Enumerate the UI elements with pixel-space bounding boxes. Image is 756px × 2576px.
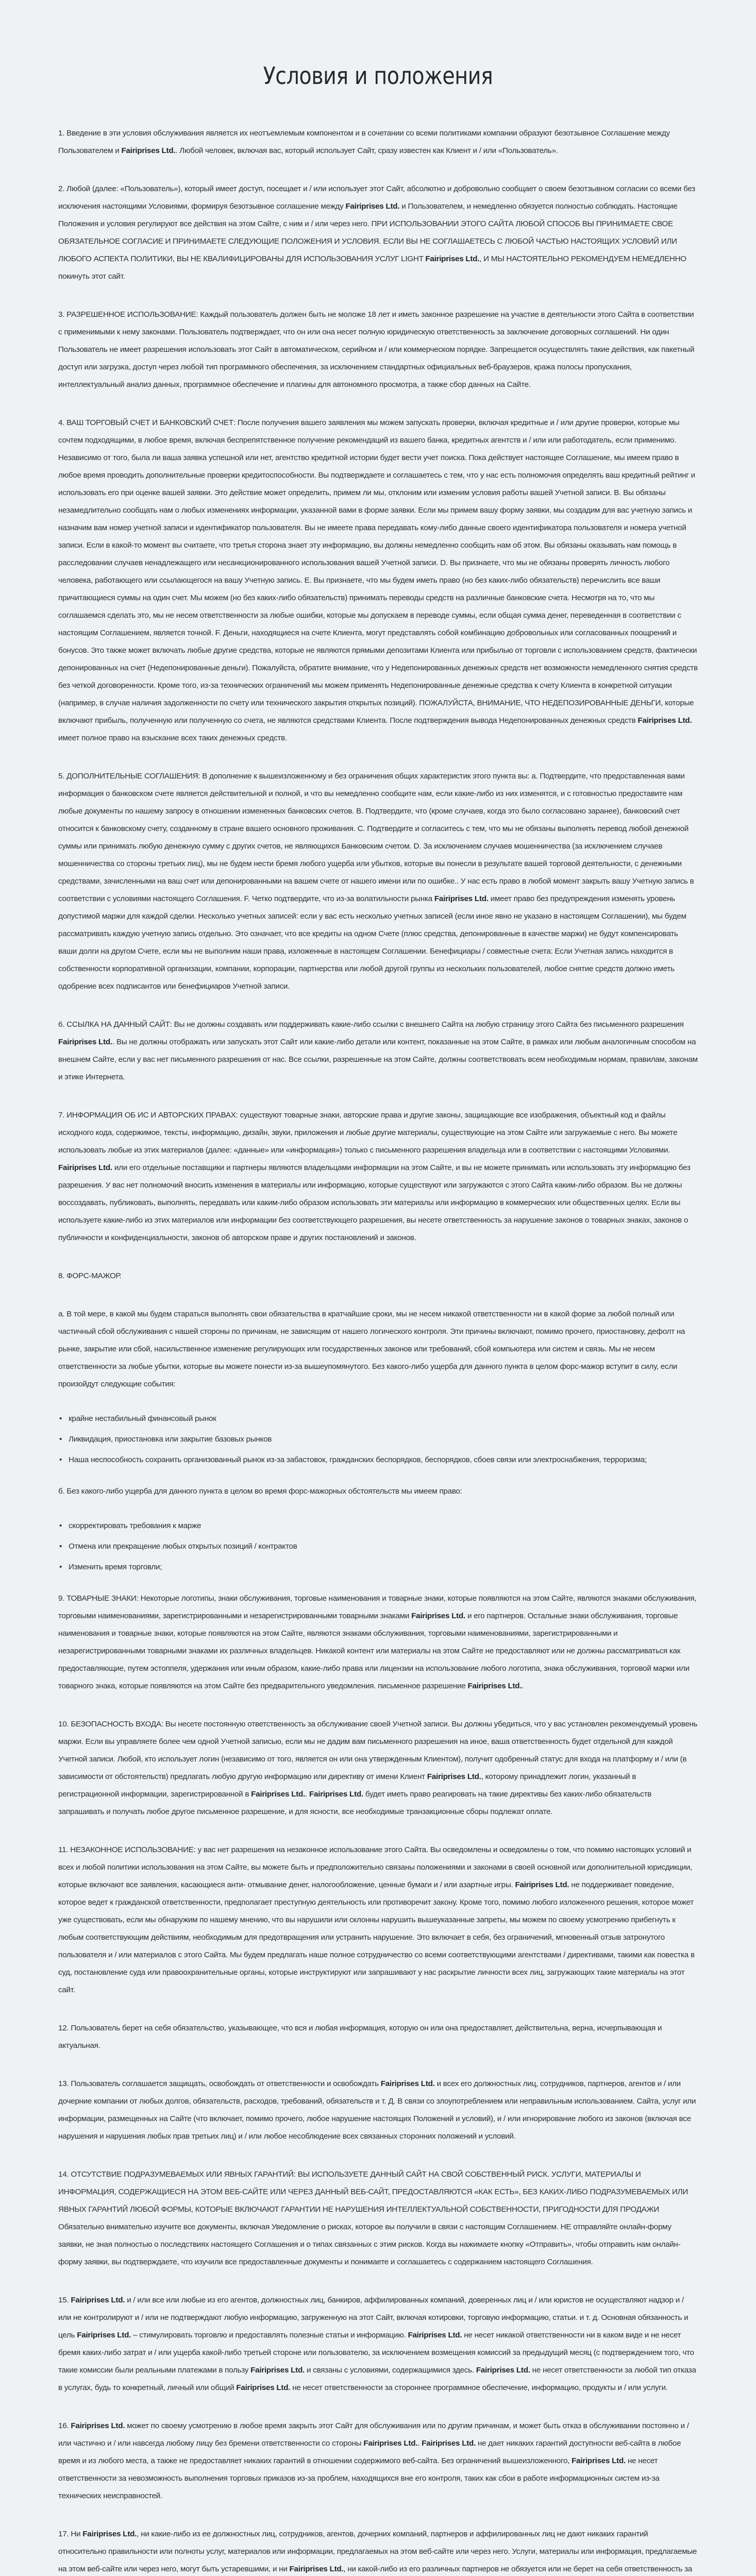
paragraph-text: не несет никакой ответственности ни в каком виде и не несет бремя каких-либо затрат и / или ущерба какой-либо третьей стороне или пользователю, за исключением возмещения комиссий за предыдущий месяц (с подтверждением того, что такие комиссии были реальными платежами в пользу <box>58 2331 694 2375</box>
terms-paragraph <box>58 2020 698 2055</box>
terms-paragraph <box>58 2526 698 2576</box>
terms-paragraph <box>58 2166 698 2271</box>
bullet-list <box>58 1414 698 1465</box>
company-name: Fairiprises Ltd. <box>408 2331 462 2340</box>
company-name: Fairiprises Ltd. <box>251 1790 306 1799</box>
company-name: Fairiprises Ltd. <box>411 1612 465 1620</box>
company-name: Fairiprises Ltd. <box>236 2383 291 2392</box>
company-name: Fairiprises Ltd. <box>289 2565 344 2573</box>
terms-paragraph <box>58 2292 698 2397</box>
paragraph-text: 14. ОТСУТСТВИЕ ПОДРАЗУМЕВАЕМЫХ ИЛИ ЯВНЫХ ГАРАНТИЙ: ВЫ ИСПОЛЬЗУЕТЕ ДАННЫЙ САЙТ НА СВОЙ СОБСТВЕННЫЙ РИСК. УСЛУГИ, МАТЕРИАЛЫ И ИНФОРМАЦИЯ, СОДЕРЖАЩИЕСЯ НА ЭТОМ ВЕБ-САЙТЕ ИЛИ ЧЕРЕЗ ДАННЫЙ ВЕБ-САЙТ, ПРЕДОСТАВЛЯЮТСЯ «КАК ЕСТЬ», БЕЗ КАКИХ-ЛИБО ПОДРАЗУМЕВАЕМЫХ ИЛИ ЯВНЫХ ГАРАНТИЙ ЛЮБОЙ ФОРМЫ, КОТОРЫЕ ВКЛЮЧАЮТ ГАРАНТИИ НЕ НАРУШЕНИЯ ИНТЕЛЛЕКТУАЛЬНОЙ СОБСТВЕННОСТИ, ПРИГОДНОСТИ ДЛЯ ПРОДАЖИ Обязательно внимательно изучите все документы, включая Уведомление о рисках, которое вы получили в связи с настоящим Соглашением. НЕ отправляйте онлайн-форму заявки, не зная полностью о последствиях настоящего Соглашения и о типах связанных с этим рисков. Когда вы нажимаете кнопку «Отправить», чтобы отправить нам онлайн-форму заявки, вы подтверждаете, что изучили все предоставленные документы и понимаете и соглашаетесь с содержанием настоящего Соглашения. <box>58 2170 688 2266</box>
list-item: • Наша неспособность сохранить организованный рынок из-за забастовок, гражданских беспорядков, беспорядков, сбоев связи или электроснабжения, терроризма; <box>69 1455 698 1465</box>
page-title: Условия и положения <box>263 62 493 90</box>
terms-paragraph <box>58 125 698 160</box>
terms-paragraph <box>58 2417 698 2505</box>
terms-paragraph <box>58 1716 698 1821</box>
paragraph-text: , которому принадлежит логин, указанный в регистрационной информации, зарегистрированной в <box>58 1772 636 1799</box>
company-name: Fairiprises Ltd. <box>467 1682 522 1690</box>
paragraph-text: 13. Пользователь соглашается защищать, освобождать от ответственности и освобождать <box>58 2079 381 2088</box>
bullet-list <box>58 1521 698 1572</box>
company-name: Fairiprises Ltd. <box>345 202 400 211</box>
terms-paragraph <box>58 1590 698 1695</box>
paragraph-text: . <box>522 1682 524 1690</box>
paragraph-text: 6. ССЫЛКА НА ДАННЫЙ САЙТ: Вы не должны создавать или поддерживать какие-либо ссылки с внешнего Сайта на любую страницу этого Сайта без письменного разрешения <box>58 1020 684 1029</box>
company-name: Fairiprises Ltd. <box>121 146 176 155</box>
company-name: Fairiprises Ltd. <box>380 2079 435 2088</box>
terms-paragraph <box>58 1267 698 1285</box>
company-name: Fairiprises Ltd. <box>363 2439 418 2448</box>
paragraph-text: не несет ответственности за стороннее программное обеспечение, информацию, продукты и / или услуги. <box>290 2383 668 2392</box>
company-name: Fairiprises Ltd. <box>515 1880 569 1889</box>
paragraph-text: и / или все или любые из его агентов, должностных лиц, банкиров, аффилированных компаний, доверенных лиц и / или юристов не осуществляют надзор и / или не контролируют и / или не подтверждают любую информацию, загруженную на этот Сайт, включая котировки, торговую информацию, статьи. и т. д. Основная обязанность и цель <box>58 2296 688 2340</box>
paragraph-text: 17. Ни <box>58 2530 83 2538</box>
terms-paragraph <box>58 306 698 394</box>
paragraph-text: 16. <box>58 2421 71 2430</box>
paragraph-text: 11. НЕЗАКОННОЕ ИСПОЛЬЗОВАНИЕ: у вас нет разрешения на незаконное использование этого Сайта. Вы осведомлены и осведомлены о том, что помимо настоящих условий и всех и любой политики использования на этом Сайте, вы можете быть и предположительно связаны положениями и законами в своей основной или дополнительной юрисдикции, которые включают все заявления, касающиеся анти- отмывание денег, налогообложение, ценные бумаги и / или азартные игры. <box>58 1845 693 1889</box>
paragraph-text: 7. ИНФОРМАЦИЯ ОБ ИС И АВТОРСКИХ ПРАВАХ: существуют товарные знаки, авторские права и другие законы, защищающие все изображения, объектный код и файлы исходного кода, содержимое, тексты, информацию, дизайн, звуки, приложения и любые другие материалы, существующие на этом Сайте или загружаемые с него. Вы можете использовать любые из этих материалов (далее: «данные» или «информация») только с письменного разрешения владельца или в соответствии с настоящими Условиями. <box>58 1111 678 1155</box>
company-name: Fairiprises Ltd. <box>434 894 489 903</box>
company-name: Fairiprises Ltd. <box>476 2366 530 2375</box>
paragraph-text: 1. Введение в эти условия обслуживания является их неотъемлемым компонентом и в сочетании со всеми политиками компании образуют безотзывное Соглашение между Пользователем и <box>58 129 670 155</box>
terms-paragraph <box>58 768 698 995</box>
paragraph-text: имеет полное право на взыскание всех таких денежных средств. <box>58 734 287 742</box>
paragraph-text: и связаны с условиями, содержащимися здесь. <box>304 2366 476 2375</box>
paragraph-text: 15. <box>58 2296 71 2304</box>
paragraph-text: и всех его должностных лиц, сотрудников, партнеров, агентов и / или дочерние компании от любых долгов, обязательств, расходов, требований, обязательств и т. Д. В связи со злоупотреблением или неправильным использованием. Сайта, услуг или информации, размещенных на Сайте (что включает, помимо прочего, любое нарушение настоящих Положений и условий), и / или игнорирование любого из законов (включая все нарушения и нарушения любых прав третьих лиц) и / или любое несоблюдение всех связанных сторонних положений и условий. <box>58 2079 696 2141</box>
terms-paragraph <box>58 1483 698 1500</box>
company-name: Fairiprises Ltd. <box>71 2296 125 2304</box>
company-name: Fairiprises Ltd. <box>637 716 692 725</box>
paragraph-text: и его партнеров. Остальные знаки обслуживания, торговые наименования и товарные знаки, которые появляются на этом Сайте, являются знаками обслуживания, торговыми наименованиями, зарегистрированными и незарегистрированными товарными знаками их различных владельцев. Никакой контент или материалы на этом Сайте не предоставляют или не должны рассматриваться как предоставляющие, путем эстоппеля, удержания или иным образом, какие-либо права или лицензии на использование любого логотипа, знака обслуживания, торговой марки или товарного знака, которые появляются на этом Сайте без предварительного уведомления. письменное разрешение <box>58 1612 690 1690</box>
terms-paragraph <box>58 2075 698 2145</box>
paragraph-text: . Любой человек, включая вас, который использует Сайт, сразу известен как Клиент и / или «Пользователь». <box>175 146 558 155</box>
paragraph-text: не несет ответственности за невозможность выполнения торговых приказов из-за проблем, находящихся вне его контроля, таких как сбои в работе информационных систем из-за технических неисправностей. <box>58 2456 660 2500</box>
paragraph-text: a. В той мере, в какой мы будем стараться выполнять свои обязательства в кратчайшие сроки, мы не несем никакой ответственности ни в какой форме за любой полный или частичный сбой обслуживания с нашей стороны по причинам, не зависящим от нашего логического контроля. Эти причины включают, помимо прочего, приостановку, дефолт на рынке, закрытие или сбой, насильственное изменение регулирующих или государственных законов или требований, сбой компьютера или систем и связь. Мы не несем ответственности за любые убытки, которые вы можете понести из-за вышеупомянутого. Без какого-либо ущерба для данного пункта в целом форс-мажор вступит в силу, если произойдут следующие события: <box>58 1310 685 1388</box>
company-name: Fairiprises Ltd. <box>82 2530 137 2538</box>
terms-paragraph <box>58 180 698 285</box>
paragraph-text: не поддерживает поведение, которое ведет к гражданской ответственности, предполагает преступную деятельность или противоречит закону. Кроме того, помимо любого изложенного решения, которое может уже существовать, если мы обнаружим по нашему мнению, что вы нарушили или склонны нарушить вышеуказанные запреты, мы можем по своему усмотрению прибегнуть к любым соответствующим действиям, необходимым для предотвращения или устранить нарушение. Это включает в себя, без ограничений, мгновенный отзыв затронутого пользователя и / или материалов с этого Сайта. Мы будем предлагать наше полное сотрудничество со всеми соответствующими агентствами / директивами, такими как повестка в суд, постановление суда или правоохранительные органы, которые инструктируют или запрашивают у нас раскрытие личности всех лиц, загружающих такие материалы на этот сайт. <box>58 1880 695 1994</box>
terms-paragraph <box>58 414 698 747</box>
paragraph-text: не несет ответственности за любой тип отказа в услугах, будь то конкретный, личный или общий <box>58 2366 696 2392</box>
paragraph-text: 9. ТОВАРНЫЕ ЗНАКИ: Некоторые логотипы, знаки обслуживания, торговые наименования и товарные знаки, которые появляются на этом Сайте, являются знаками обслуживания, торговыми наименованиями, зарегистрированными и незарегистрированными товарными знаками <box>58 1594 697 1620</box>
company-name: Fairiprises Ltd. <box>58 1163 112 1172</box>
company-name: Fairiprises Ltd. <box>422 2439 476 2448</box>
company-name: Fairiprises Ltd. <box>77 2331 131 2340</box>
paragraph-text: 10. БЕЗОПАСНОСТЬ ВХОДА: Вы несете постоянную ответственность за обслуживание своей Учетной записи. Вы должны убедиться, что у вас установлен рекомендуемый уровень маржи. Если вы управляете более чем одной Учетной записью, если мы не дадим вам письменного разрешения на иное, ваша ответственность будет отдельной для каждой Учетной записи. Любой, кто использует логин (независимо от того, является он или она утвержденным Клиентом), получит одобренный статус для входа на платформу и / или (в зависимости от обстоятельств) предлагать любую другую информацию или директиву от имени Клиент <box>58 1720 698 1781</box>
terms-body <box>58 125 698 2576</box>
paragraph-text: 3. РАЗРЕШЕННОЕ ИСПОЛЬЗОВАНИЕ: Каждый пользователь должен быть не моложе 18 лет и иметь законное разрешение на участие в деятельности этого Сайта в соответствии с применимыми к нему законами. Пользователь подтверждает, что он или она несет полную юридическую ответственность за заключение договорных соглашений. Ни один Пользователь не имеет разрешения использовать этот Сайт в автоматическом, серийном и / или коммерческом порядке. Запрещается осуществлять такие действия, как пакетный доступ или загрузка, доступ через любой тип программного обеспечения, за исключением стандартных официальных веб-браузеров, кража полосы пропускания, интеллектуальный анализ данных, программное обеспечение и плагины для автономного просмотра, а также сбор данных на Сайте. <box>58 310 695 389</box>
list-item: • скорректировать требования к марже <box>69 1521 698 1531</box>
list-item: • крайне нестабильный финансовый рынок <box>69 1414 698 1424</box>
paragraph-text: , И МЫ НАСТОЯТЕЛЬНО РЕКОМЕНДУЕМ НЕМЕДЛЕННО покинуть этот сайт. <box>58 255 686 281</box>
terms-paragraph <box>58 1107 698 1247</box>
terms-paragraph <box>58 1016 698 1086</box>
company-name: Fairiprises Ltd. <box>58 1038 112 1046</box>
terms-paragraph <box>58 1841 698 1999</box>
paragraph-text: 8. ФОРС-МАЖОР. <box>58 1272 122 1280</box>
paragraph-text: 4. ВАШ ТОРГОВЫЙ СЧЕТ И БАНКОВСКИЙ СЧЕТ: После получения вашего заявления мы можем запускать проверки, включая кредитные и / или другие проверки, которые мы сочтем подходящими, в любое время, включая беспрепятственное получение рекомендаций из вашего банка, кредитных агентств и / или или работодатель, если применимо. Независимо от того, была ли ваша заявка успешной или нет, агентство кредитной истории будет вести учет поиска. Пока действует настоящее Соглашение, мы имеем право в любое время проводить дополнительные проверки кредитоспособности. Вы подтверждаете и соглашаетесь с тем, что у нас есть полномочия определять ваш кредитный рейтинг и использовать его при оценке вашей заявки. Это действие может определить, примем ли мы, отклоним или изменим условия работы вашей Учетной записи. B. Вы обязаны незамедлительно сообщать нам о любых изменениях информации, указанной вами в форме заявки. Если мы примем вашу форму заявки, мы создадим для вас учетную запись и назначим вам номер учетной записи и идентификатор пользователя. Вы не имеете права передавать кому-либо данные своего идентификатора пользователя и номера учетной записи. Если в какой-то момент вы считаете, что третья сторона знает эту информацию, вы должны немедленно сообщить нам об этом. Вы обязаны оказывать нам помощь в расследовании случаев ненадлежащего или несанкционированного использования вашей Учетной записи. D. Вы признаете, что мы не обязаны проверять личность любого человека, работающего или ссылающегося на вашу Учетную запись. E. Вы признаете, что мы будем иметь право (но без каких-либо обязательств) перечислить все ваши причитающиеся суммы на один счет. Мы можем (но без каких-либо обязательств) принимать переводы средств на различные банковские счета. Несмотря на то, что мы соглашаемся сделать это, мы не несем ответственности за любые ошибки, которые мы допускаем в переводе суммы, если общая сумма денег, переведенная в соответствии с настоящим Соглашением, является точной. F. Деньги, находящиеся на счете Клиента, могут представлять собой комбинацию добровольных или согласованных поощрений и бонусов. Это также может включать любые другие средства, которые не являются прямыми депозитами Клиента или прибылью от торговли с использованием средств, фактически депонированных на счет (Недепонированные деньги). Пожалуйста, обратите внимание, что у Недепонированных денежных средств нет возможности немедленного снятия средств без четкой договоренности. Кроме того, из-за технических ограничений мы можем применять Недепонированные денежные средства к счету Клиента в конкретной ситуации (например, в случае наличия задолженности по счету или технического закрытия открытых позиций). ПОЖАЛУЙСТА, ВНИМАНИЕ, ЧТО НЕДЕПОЗИРОВАННЫЕ ДЕНЬГИ, которые включают прибыль, полученную или полученную со счета, не являются средствами Клиента. После подтверждения вывода Недепонированных денежных средств <box>58 418 698 725</box>
paragraph-text: – стимулировать торговлю и предоставлять полезные статьи и информацию. <box>131 2331 408 2340</box>
paragraph-text: 12. Пользователь берет на себя обязательство, указывающее, что вся и любая информация, которую он или она предоставляет, действительна, верна, исчерпывающая и актуальная. <box>58 2024 662 2050</box>
paragraph-text: и Пользователем, и немедленно обязуется полностью соблюдать. Настоящие Положения и условия регулируют все действия на этом Сайте, с ним и / или через него. ПРИ ИСПОЛЬЗОВАНИИ ЭТОГО САЙТА ЛЮБОЙ СПОСОБ ВЫ ПРИНИМАЕТЕ СВОЕ ОБЯЗАТЕЛЬНОЕ СОГЛАСИЕ И ПРИНИМАЕТЕ СЛЕДУЮЩИЕ ПОЛОЖЕНИЯ И УСЛОВИЯ. ЕСЛИ ВЫ НЕ СОГЛАШАЕТЕСЬ С ЛЮБОЙ ЧАСТЬЮ НАСТОЯЩИХ УСЛОВИЙ ИЛИ ЛЮБОГО АСПЕКТА ПОЛИТИКИ, ВЫ НЕ КВАЛИФИЦИРОВАНЫ ДЛЯ ИСПОЛЬЗОВАНИЯ УСЛУГ LIGHT <box>58 202 678 263</box>
paragraph-text: б. Без какого-либо ущерба для данного пункта в целом во время форс-мажорных обстоятельств мы имеем право: <box>58 1487 462 1496</box>
paragraph-text: . Вы не должны отображать или запускать этот Сайт или какие-либо детали или контент, показанные на этом Сайте, в рамках или любым аналогичным способом на внешнем Сайте, если у вас нет письменного разрешения от нас. Все ссылки, разрешенные на этом Сайте, должны соответствовать всем необходимым нормам, правилам, законам и этике Интернета. <box>58 1038 698 1081</box>
company-name: Fairiprises Ltd. <box>309 1790 363 1799</box>
company-name: Fairiprises Ltd. <box>427 1772 481 1781</box>
company-name: Fairiprises Ltd. <box>572 2456 626 2465</box>
list-item: • Отмена или прекращение любых открытых позиций / контрактов <box>69 1541 698 1552</box>
paragraph-text: , ни какие-либо из ее должностных лиц, сотрудников, агентов, дочерних компаний, партнеров и аффилированных лиц не дают никаких гарантий относительно правильности или полноты услуг, материалов или информации, предлагаемых на этом веб-сайте или через него. Услуги, материалы или информация, предлагаемые на этом веб-сайте или через него, могут быть устаревшими, и ни <box>58 2530 697 2573</box>
company-name: Fairiprises Ltd. <box>425 255 480 263</box>
paragraph-text: имеет право без предупреждения изменять уровень допустимой маржи для каждой сделки. Несколько учетных записей: если у вас есть несколько учетных записей (если иное явно не указано в настоящем Соглашении), мы будем рассматривать каждую учетную запись отдельно. Это означает, что все кредиты на одном Счете (плюс средства, депонированные в качестве маржи) не будут компенсировать ваши долги на другом Счете, если мы не выполним наши права, изложенные в настоящем Соглашении. Бенефициары / совместные счета: Если Учетная запись находится в собственности корпоративной организации, компании, корпорации, партнерства или любой другой группы из нескольких пользователей, любое снятие средств должно иметь одобрение всех подписантов или бенефициаров Учетной записи. <box>58 894 686 991</box>
paragraph-text: не дает никаких гарантий доступности веб-сайта в любое время и из любого места, а также не предоставляет никаких гарантий в отношении содержимого веб-сайта. Без ограничений вышеизложенного, <box>58 2439 681 2465</box>
paragraph-text: . <box>417 2439 422 2448</box>
paragraph-text: будет иметь право реагировать на такие директивы без каких-либо обязательств запрашивать и получать любое другое письменное разрешение, и для ясности, все необходимые транзакционные сборы подлежат оплате. <box>58 1790 652 1816</box>
list-item: • Изменить время торговли; <box>69 1562 698 1572</box>
paragraph-text: 5. ДОПОЛНИТЕЛЬНЫЕ СОГЛАШЕНИЯ: В дополнение к вышеизложенному и без ограничения общих характеристик этого пункта вы: a. Подтвердите, что предоставленная вами информация о банковском счете является действительной и полной, и что вы немедленно сообщите нам, если какие-либо из них изменятся, и с готовностью предоставите нам любые документы по нашему запросу в отношении измененных банковских счетов. B. Подтвердите, что (кроме случаев, когда это было согласовано заранее), банковский счет относится к банковскому счету, созданному в стране вашего основного проживания. C. Подтвердите и согласитесь с тем, что мы не обязаны выполнять перевод любой денежной суммы или принимать любую денежную сумму с других счетов, не являющихся Банковским счетом. D. За исключением случаев мошенничества (за исключением случаев мошенничества со стороны третьих лиц), мы не будем нести бремя любого ущерба или убытков, которые вы понесли в результате вашей торговой деятельности, с денежными средствами, зачисленными на ваш счет или депонированными на вашем счете от нашего имени или по ошибке.. У нас есть право в любой момент закрыть вашу Учетную запись в соответствии с условиями настоящего Соглашения. F. Четко подтвердите, что из-за волатильности рынка <box>58 772 694 903</box>
paragraph-text: 2. Любой (далее: «Пользователь»), который имеет доступ, посещает и / или использует этот Сайт, абсолютно и добровольно сообщает о своем безотзывном согласии со всеми без исключения настоящими Условиями, формируя безотзывное соглашение между <box>58 184 696 211</box>
company-name: Fairiprises Ltd. <box>71 2421 125 2430</box>
paragraph-text: , ни какой-либо из его различных партнеров не обязуется или не берет на себя ответственность за <box>343 2565 693 2573</box>
paragraph-text: может по своему усмотрению в любое время закрыть этот Сайт для обслуживания или по другим причинам, и может быть отказ в обслуживании постоянно и / или частично и / или навсегда любому лицу без бремени ответственности со стороны <box>58 2421 689 2448</box>
paragraph-text: или его отдельные поставщики и партнеры являются владельцами информации на этом Сайте, и вы не можете принимать или использовать эту информацию без разрешения. У вас нет полномочий вносить изменения в материалы или информацию, которые существуют или загружаются с этого Сайта каким-либо образом. Вы не должны воссоздавать, публиковать, выполнять, передавать или каким-либо образом использовать эти материалы или информацию в коммерческих или общественных целях. Если вы используете какие-либо из этих материалов или информации без соответствующего разрешения, вы несете ответственность за нарушение законов о товарных знаках, законов о публичности и конфиденциальности, законов об авторском праве и других постановлений и законов. <box>58 1163 691 1242</box>
company-name: Fairiprises Ltd. <box>250 2366 305 2375</box>
terms-paragraph <box>58 1306 698 1393</box>
list-item: • Ликвидация, приостановка или закрытие базовых рынков <box>69 1434 698 1445</box>
paragraph-text: . <box>305 1790 309 1799</box>
